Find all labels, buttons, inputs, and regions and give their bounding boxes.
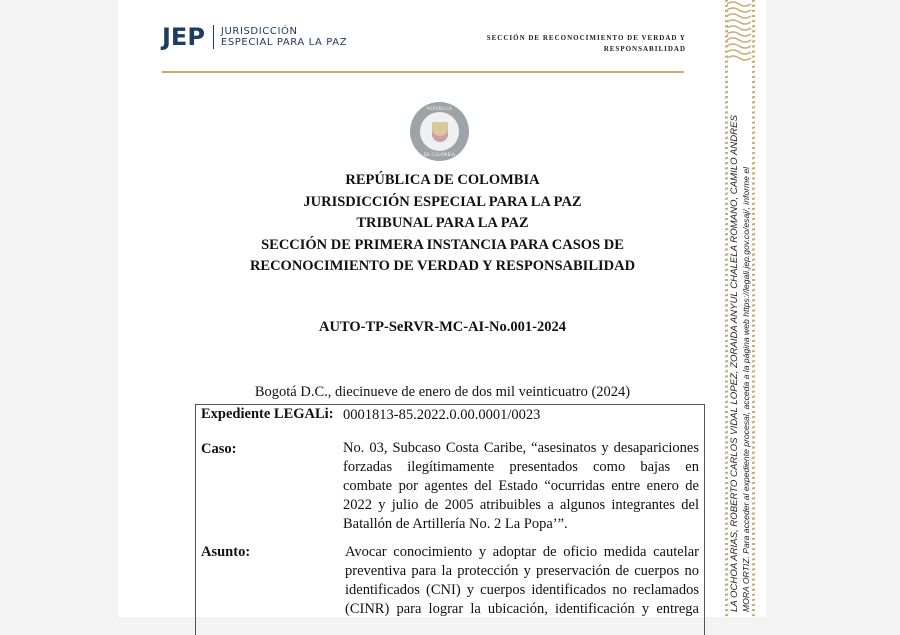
caso-label: Caso: [201,441,237,457]
header-section-name [446,33,686,55]
expediente-label: Expediente LEGALi: [201,406,334,422]
title-line: SECCIÓN DE PRIMERA INSTANCIA PARA CASOS DE [261,236,624,253]
section-line-1: SECCIÓN DE RECONOCIMIENTO DE VERDAD Y [486,34,686,42]
caso-line: 2022 y julio de 2005 atribuibles a algunos integrantes del [343,497,699,513]
logo-line-1: JURISDICCIÓN [220,26,298,37]
wave-pattern-icon [725,0,755,70]
caso-line: combate por agentes del Estado “ocurridas entre enero de [343,478,699,494]
header-divider [162,71,684,73]
logo-mark: JEP [162,23,205,51]
asunto-label: Asunto: [201,544,251,560]
asunto-value [345,543,699,619]
digital-signature-stamp [725,0,755,617]
date-line: Bogotá D.C., diecinueve de enero de dos mil veinticuatro (2024) [254,384,631,400]
section-line-2: RESPONSABILIDAD [603,45,686,53]
logo-text [221,26,347,48]
caso-line: Batallón de Artillería No. 2 La Popa’”. [343,516,568,532]
expediente-value: 0001813-85.2022.0.00.0001/0023 [343,407,541,423]
caso-line: forzadas ilegítimamente presentados como bajas en [343,459,699,475]
title-line: REPÚBLICA DE COLOMBIA [345,172,540,188]
shield-icon [432,122,448,142]
stamp-line-1: LA OCHOA ARIAS, ROBERTO CARLOS VIDAL LOPEZ, ZORAIDA ANYUL CHALELA ROMANO, CAMILO ANDRES [729,115,740,612]
seal-top-text: REPÚBLICA [426,106,453,111]
stamp-dashed-edge [725,0,728,617]
auto-number: AUTO-TP-SeRVR-MC-AI-No.001-2024 [319,319,566,335]
asunto-line: Avocar conocimiento y adoptar de oficio medida cautelar [345,544,699,560]
coat-of-arms-seal-icon [410,102,469,161]
caso-line: No. 03, Subcaso Costa Caribe, “asesinatos y desapariciones [343,440,699,456]
jep-logo [162,24,347,50]
title-line: TRIBUNAL PARA LA PAZ [356,215,529,231]
logo-line-2: ESPECIAL PARA LA PAZ [220,37,348,48]
title-line: JURISDICCIÓN ESPECIAL PARA LA PAZ [303,193,582,210]
caso-value [343,439,699,534]
stamp-line-2: MORA ORTIZ. Para acceder al expediente procesal, acceda a la página web https://legali.jep.gov.co/esaj/, informe el [740,166,751,612]
asunto-line: (CINR) para lograr la ubicación, identificación y entrega [345,601,699,617]
stamp-dashed-edge [752,0,755,617]
logo-divider [213,25,214,49]
title-line: RECONOCIMIENTO DE VERDAD Y RESPONSABILIDAD [249,258,636,274]
seal-inner [420,112,459,151]
asunto-line: preventiva para la protección y preservación de cuerpos no [345,563,699,579]
seal-bottom-text: DE COLOMBIA [423,152,456,157]
stamp-text [730,115,751,612]
document-titles [180,170,705,278]
case-info-box [195,404,705,635]
asunto-line: identificados (CNI) y cuerpos identificados no reclamados [345,582,699,598]
